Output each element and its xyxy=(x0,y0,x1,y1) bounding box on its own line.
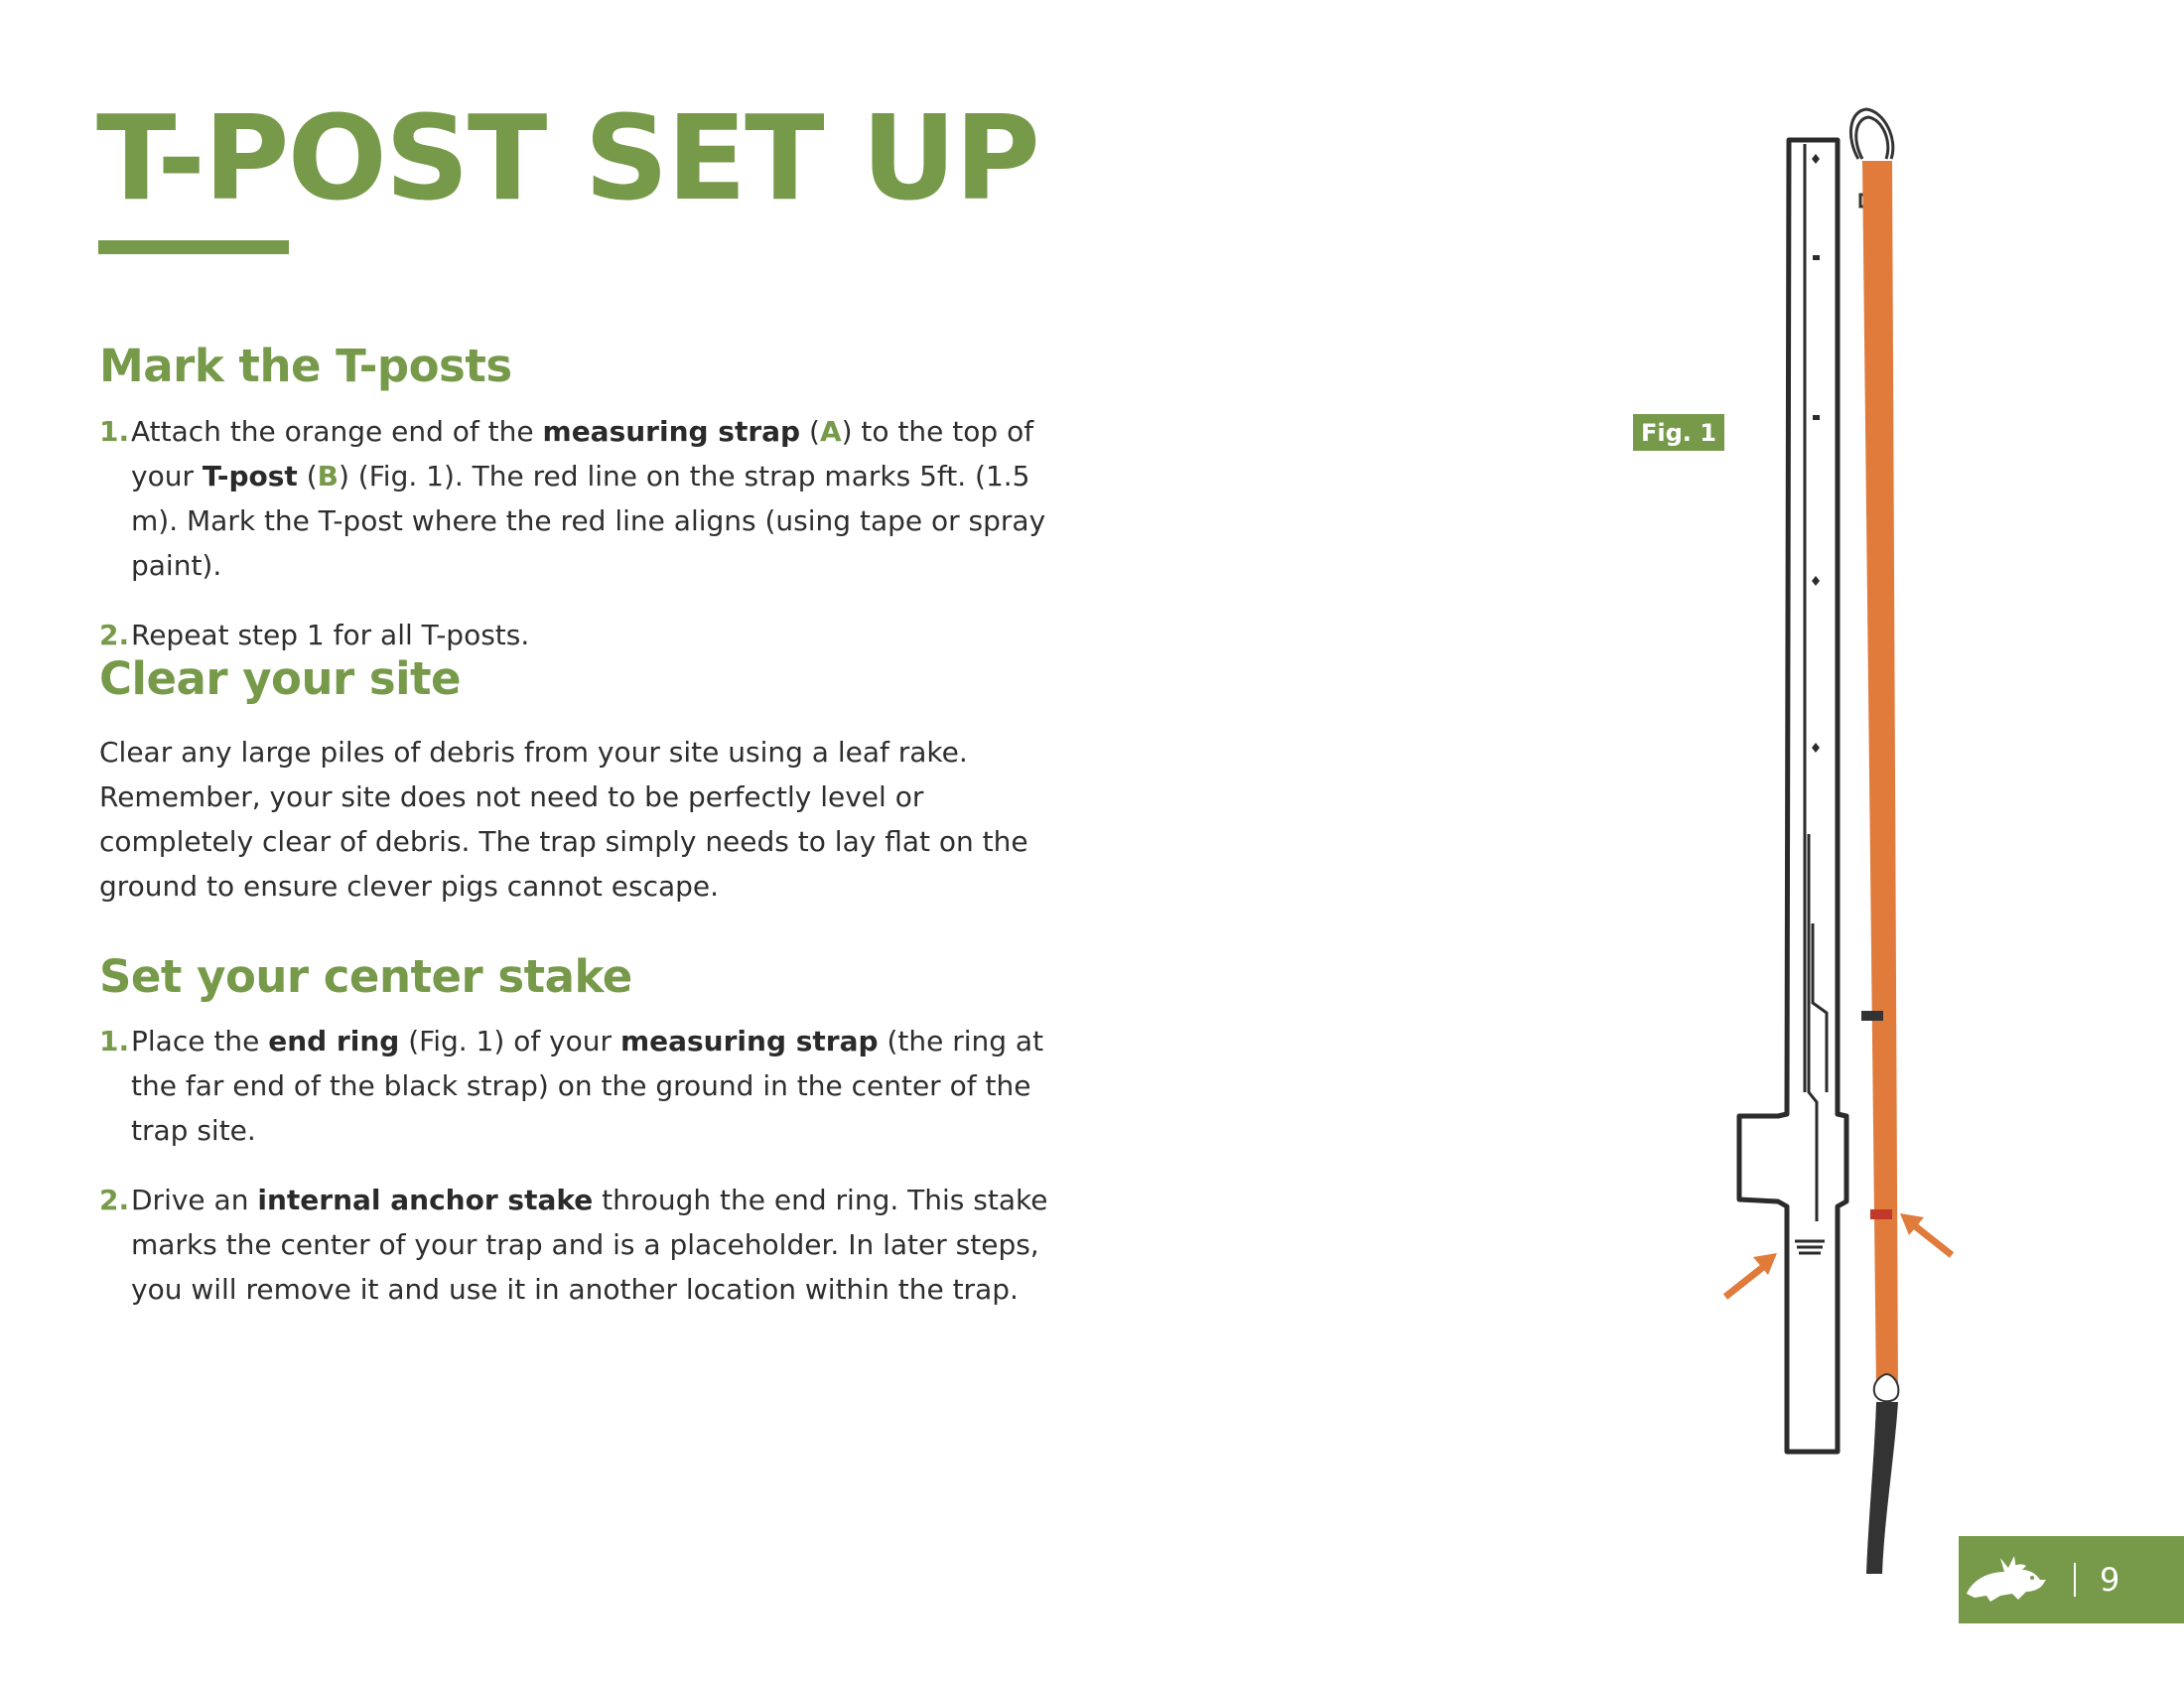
step-list xyxy=(99,1019,1072,1312)
step-list xyxy=(99,409,1072,657)
arrow-left xyxy=(1725,1253,1777,1297)
step-item xyxy=(99,1019,1072,1153)
step-text: (Fig. 1) of your xyxy=(399,1025,620,1057)
title-underline xyxy=(98,240,289,254)
step-number: 1. xyxy=(99,415,130,448)
step-text: ) (Fig. 1). The red line on the strap marks 5ft. (1.5 m). Mark the T-post where the red line aligns (using tape or spray paint). xyxy=(131,460,1046,582)
arrow-right xyxy=(1900,1213,1952,1255)
step-number: 2. xyxy=(99,1184,130,1216)
step-text: ) to the top of your xyxy=(131,415,1034,492)
step-number: 1. xyxy=(99,1025,130,1057)
orange-strap xyxy=(1862,161,1898,1392)
step-text: ( xyxy=(800,415,820,448)
footer-divider xyxy=(2074,1563,2076,1597)
step-item xyxy=(99,409,1072,588)
term-internal-anchor-stake: internal anchor stake xyxy=(257,1184,594,1216)
step-text: (the ring at the far end of the black strap) on the ground in the center of the trap site. xyxy=(131,1025,1044,1147)
step-number: 2. xyxy=(99,619,130,651)
step-item xyxy=(99,1178,1072,1312)
step-text: Attach the orange end of the xyxy=(131,415,543,448)
page-number: 9 xyxy=(2100,1561,2120,1599)
page-title: T-POST SET UP xyxy=(96,89,1038,226)
step-text: ( xyxy=(297,460,318,492)
figure-label: Fig. 1 xyxy=(1633,414,1724,451)
ref-letter-b: B xyxy=(317,460,339,492)
t-post-drawing xyxy=(1739,140,1846,1452)
step-item xyxy=(99,613,1072,657)
term-end-ring: end ring xyxy=(268,1025,400,1057)
section-center-stake xyxy=(99,950,1072,1312)
black-strap xyxy=(1866,1402,1898,1574)
term-measuring-strap: measuring strap xyxy=(542,415,801,448)
red-mark xyxy=(1870,1209,1892,1219)
ref-letter-a: A xyxy=(819,415,842,448)
body-paragraph: Clear any large piles of debris from your site using a leaf rake. Remember, your site does not need to be perfectly level or completely clear of debris. The trap simply needs to lay flat on the ground to ensure clever pigs cannot escape. xyxy=(99,736,1028,903)
step-text: through the end ring. This stake marks the center of your trap and is a placeholder. In later steps, you will remove it and use it in another location within the trap. xyxy=(131,1184,1048,1306)
section-mark-tposts xyxy=(99,340,1072,657)
step-text: Repeat step 1 for all T-posts. xyxy=(131,619,530,651)
section-heading: Mark the T-posts xyxy=(99,340,512,392)
section-heading: Clear your site xyxy=(99,652,462,705)
term-t-post: T-post xyxy=(202,460,298,492)
section-heading: Set your center stake xyxy=(99,950,632,1003)
page-footer-tab xyxy=(1959,1536,2184,1623)
step-text: Place the xyxy=(131,1025,269,1057)
running-pig-icon xyxy=(1961,1550,2050,1610)
step-text: Drive an xyxy=(131,1184,258,1216)
black-mark xyxy=(1861,1011,1883,1021)
section-clear-site xyxy=(99,652,1072,909)
term-measuring-strap: measuring strap xyxy=(619,1025,879,1057)
tpost-strap-illustration xyxy=(1707,99,1985,1599)
